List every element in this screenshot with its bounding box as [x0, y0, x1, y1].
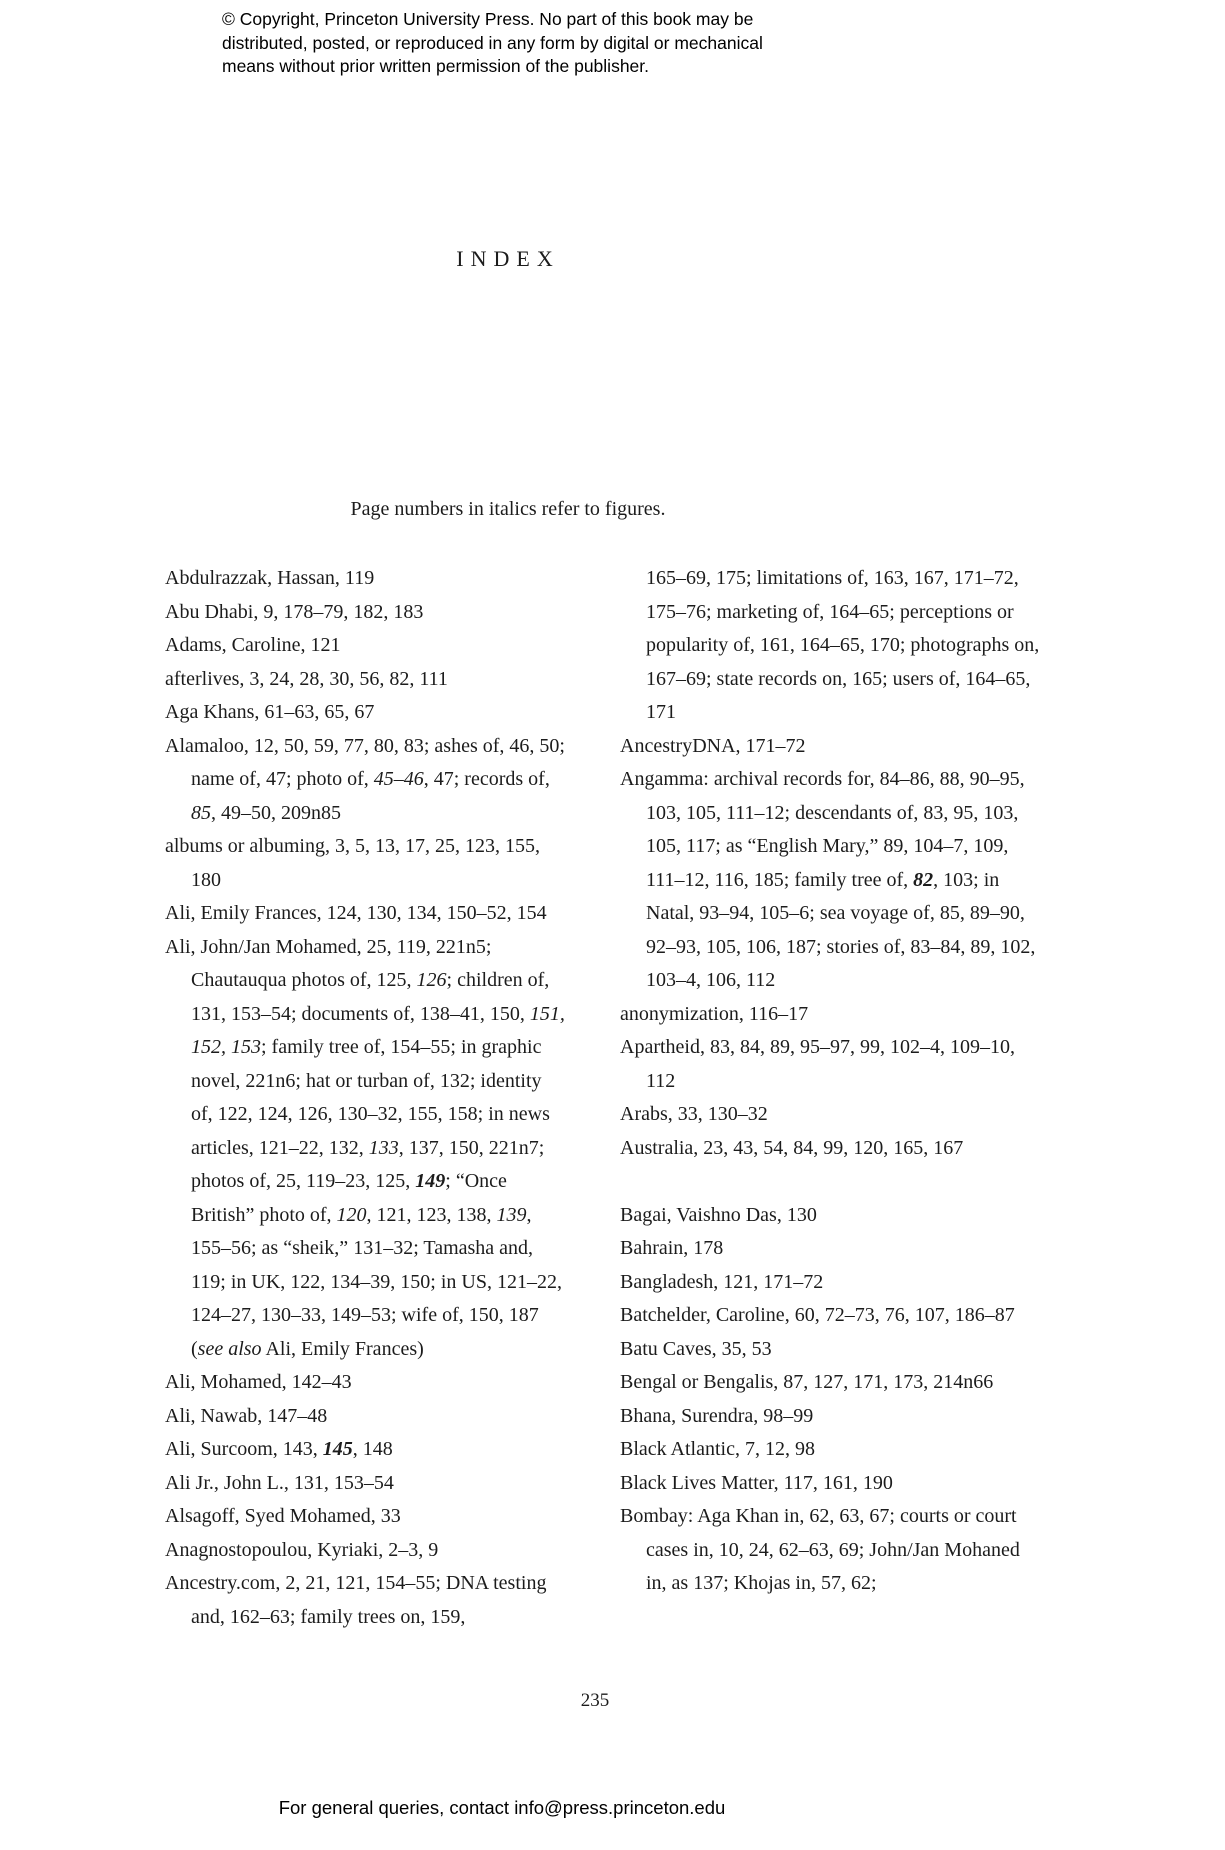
index-entry-text: Arabs, 33, 130–32	[620, 1103, 768, 1125]
copyright-line: means without prior written permission of the publisher.	[222, 56, 650, 76]
index-entry	[165, 730, 567, 831]
copyright-line: distributed, posted, or reproduced in any form by digital or mechanical	[222, 32, 763, 53]
index-entry	[620, 730, 1044, 764]
index-entry	[165, 596, 567, 630]
index-entry-text: anonymization, 116–17	[620, 1002, 809, 1025]
index-column-right	[620, 562, 1044, 1601]
index-entry	[620, 562, 1044, 730]
index-entry-text: Ali, John/Jan Mohamed, 25, 119, 221n5; Chautauqua photos of, 125,	[165, 935, 492, 991]
index-entry-text: 85	[191, 801, 211, 824]
queries-footer: For general queries, contact info@press.princeton.edu	[278, 1797, 726, 1818]
index-entry	[165, 1366, 567, 1400]
index-entry-text: ; family tree of, 154–55; in graphic novel, 221n6; hat or turban of, 132; identity of, 122, 124, 126, 130–32, 155, 158; in news articles, 121–22, 132,	[191, 1036, 550, 1159]
index-entry-text: Ali, Mohamed, 142–43	[165, 1371, 352, 1393]
index-entry	[620, 1199, 1044, 1233]
index-entry-text: Alsagoff, Syed Mohamed, 33	[165, 1505, 401, 1527]
copyright-notice	[222, 8, 842, 79]
index-entry-text: 133	[368, 1136, 399, 1159]
index-entry	[620, 1400, 1044, 1434]
index-entry-text: Ancestry.com, 2, 21, 121, 154–55; DNA testing and, 162–63; family trees on, 159,	[165, 1572, 547, 1628]
index-entry-text: Black Lives Matter, 117, 161, 190	[620, 1471, 893, 1494]
index-entry	[620, 1232, 1044, 1266]
index-entry	[165, 663, 567, 697]
index-entry	[620, 1333, 1044, 1367]
index-entry	[165, 696, 567, 730]
index-entry	[165, 629, 567, 663]
index-entry-text: , 49–50, 209n85	[211, 801, 341, 824]
index-entry	[165, 1400, 567, 1434]
index-entry-text: albums or albuming, 3, 5, 13, 17, 25, 123, 155, 180	[165, 835, 540, 891]
index-entry	[620, 998, 1044, 1032]
index-entry-text: 120	[336, 1203, 367, 1226]
index-entry-text: Bombay: Aga Khan in, 62, 63, 67; courts or court cases in, 10, 24, 62–63, 69; John/Jan Mohaned in, as 137; Khojas in, 57, 62;	[620, 1505, 1020, 1594]
index-entry-text: Aga Khans, 61–63, 65, 67	[165, 701, 375, 723]
index-entry-text: Black Atlantic, 7, 12, 98	[620, 1438, 815, 1460]
index-entry-text: 45–46	[373, 768, 424, 790]
index-entry-text: 139	[496, 1203, 527, 1226]
index-entry-text: Ali Jr., John L., 131, 153–54	[165, 1471, 394, 1494]
index-entry-text: Bangladesh, 121, 171–72	[620, 1270, 824, 1293]
index-entry-text: Bengal or Bengalis, 87, 127, 171, 173, 214n66	[620, 1371, 994, 1393]
index-entry	[620, 1031, 1044, 1098]
index-entry	[165, 1534, 567, 1568]
index-entry-text: Ali, Emily Frances)	[261, 1337, 424, 1360]
index-entry	[620, 1500, 1044, 1601]
index-column-left	[165, 562, 567, 1634]
index-entry-text: afterlives, 3, 24, 28, 30, 56, 82, 111	[165, 667, 448, 690]
index-entry-text: 165–69, 175; limitations of, 163, 167, 171–72, 175–76; marketing of, 164–65; perceptions or popularity of, 161, 164–65, 170; photographs on, 167–69; state records on, 165; users of, 164–65, 171	[646, 567, 1040, 723]
index-entry-text: 126	[416, 969, 447, 991]
index-entry-text: Ali, Nawab, 147–48	[165, 1404, 328, 1427]
index-entry-text: ; children of, 131, 153–54; documents of, 138–41, 150,	[191, 969, 550, 1025]
index-entry-text: Alamaloo, 12, 50, 59, 77, 80, 83; ashes of, 46, 50; name of, 47; photo of,	[165, 734, 565, 790]
index-entry	[165, 1567, 567, 1634]
index-entry	[165, 931, 567, 1367]
index-entry-text: Anagnostopoulou, Kyriaki, 2–3, 9	[165, 1538, 439, 1561]
index-entry-text: 145	[322, 1438, 353, 1460]
index-entry-text: Batu Caves, 35, 53	[620, 1337, 772, 1360]
page-number: 235	[580, 1690, 610, 1711]
index-entry-text: , 148	[352, 1438, 393, 1460]
index-entry	[620, 1266, 1044, 1300]
index-entry-text: Batchelder, Caroline, 60, 72–73, 76, 107, 186–87	[620, 1304, 1015, 1326]
index-entry	[165, 897, 567, 931]
index-entry	[620, 1467, 1044, 1501]
italics-note: Page numbers in italics refer to figures.	[350, 498, 666, 520]
index-entry-text: Ali, Surcoom, 143,	[165, 1438, 323, 1460]
index-entry-text: , 155–56; as “sheik,” 131–32; Tamasha and, 119; in UK, 122, 134–39, 150; in US, 121–22, 124–27, 130–33, 149–53; wife of, 150, 187 (	[191, 1203, 562, 1360]
index-entry-text: Apartheid, 83, 84, 89, 95–97, 99, 102–4, 109–10, 112	[620, 1036, 1015, 1092]
index-entry	[165, 1467, 567, 1501]
index-entry-text: Adams, Caroline, 121	[165, 634, 341, 656]
index-entry	[620, 1098, 1044, 1132]
index-entry-text: 151, 152, 153	[191, 1002, 565, 1058]
index-entry-text: see also	[197, 1337, 262, 1360]
index-entry-text: ; “Once British” photo of,	[191, 1170, 507, 1226]
index-entry-text: , 103; in Natal, 93–94, 105–6; sea voyage of, 85, 89–90, 92–93, 105, 106, 187; stories of, 83–84, 89, 102, 103–4, 106, 112	[646, 868, 1036, 991]
page-title: INDEX	[456, 246, 560, 271]
index-entry-text: Abu Dhabi, 9, 178–79, 182, 183	[165, 600, 424, 623]
index-entry-text: Abdulrazzak, Hassan, 119	[165, 567, 375, 589]
index-entry-text: Bahrain, 178	[620, 1237, 724, 1259]
index-entry-text: 82	[913, 868, 934, 891]
index-entry	[165, 562, 567, 596]
index-entry-text: Australia, 23, 43, 54, 84, 99, 120, 165, 167	[620, 1136, 964, 1159]
index-entry	[620, 1366, 1044, 1400]
index-entry-text: , 121, 123, 138,	[366, 1203, 497, 1226]
index-entry-text: AncestryDNA, 171–72	[620, 734, 806, 757]
index-entry	[620, 763, 1044, 998]
index-entry-text: Ali, Emily Frances, 124, 130, 134, 150–52, 154	[165, 902, 547, 924]
index-entry-text: Bhana, Surendra, 98–99	[620, 1404, 814, 1427]
index-entry	[165, 1500, 567, 1534]
index-entry-text: , 137, 150, 221n7; photos of, 25, 119–23, 125,	[191, 1136, 545, 1192]
index-entry-text: 149	[415, 1170, 446, 1192]
index-entry	[165, 830, 567, 897]
copyright-line: © Copyright, Princeton University Press. No part of this book may be	[222, 9, 754, 29]
index-entry-text: Angamma: archival records for, 84–86, 88, 90–95, 103, 105, 111–12; descendants of, 83, 95, 103, 105, 117; as “English Mary,” 89, 104–7, 109, 111–12, 116, 185; family tree of,	[620, 768, 1025, 891]
index-entry	[620, 1299, 1044, 1333]
index-entry-text: Bagai, Vaishno Das, 130	[620, 1203, 817, 1226]
index-entry-text: , 47; records of,	[423, 768, 550, 790]
index-entry	[620, 1132, 1044, 1166]
index-entry	[620, 1433, 1044, 1467]
index-entry	[165, 1433, 567, 1467]
